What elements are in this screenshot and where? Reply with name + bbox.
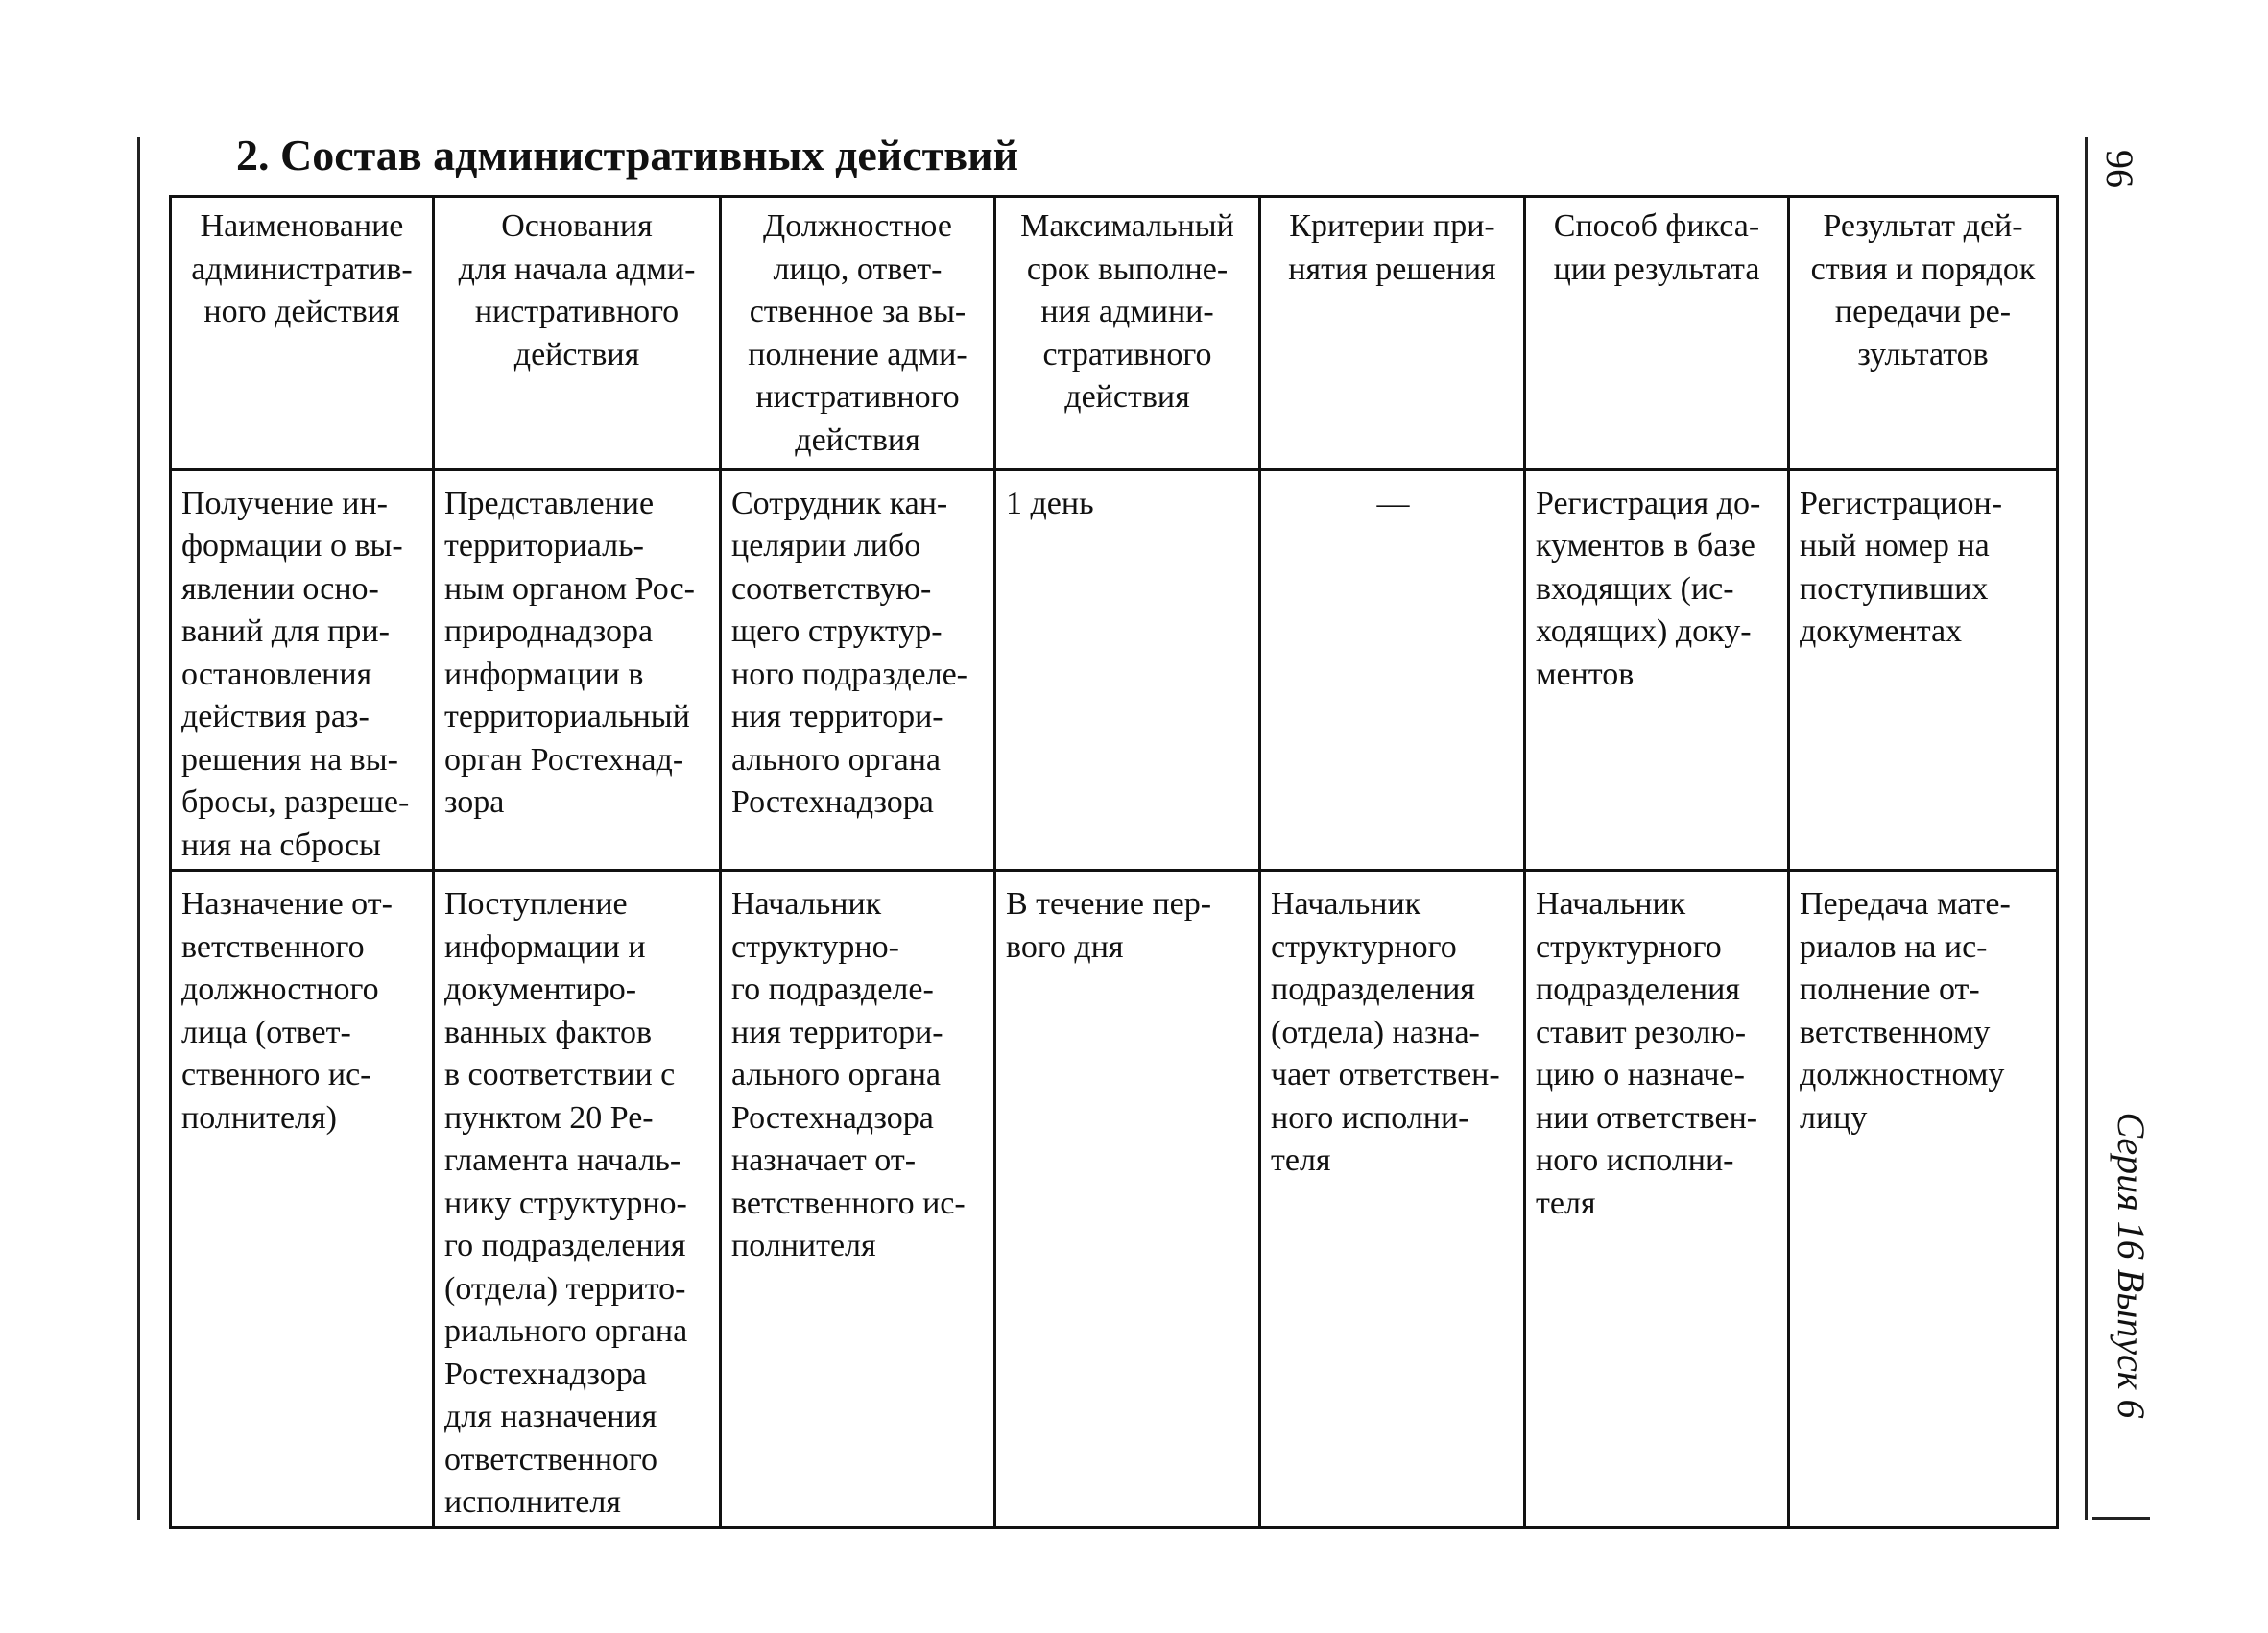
page-number: 96 xyxy=(2098,150,2141,188)
section-title: 2. Состав административных действий xyxy=(236,131,1019,180)
cell-recording-method: Регистрация до- кументов в базе входящих (ис- ходящих) доку- ментов xyxy=(1525,469,1789,871)
header-recording-method: Способ фикса- ции результата xyxy=(1525,197,1789,469)
header-max-duration: Максимальный срок выполне- ния админи- стративного действия xyxy=(995,197,1260,469)
cell-recording-method: Начальник структурного подразделения ставит резолю- цию о назначе- нии ответствен- ного исполни- теля xyxy=(1525,871,1789,1528)
cell-responsible-official: Сотрудник кан- целярии либо соответствую- щего структур- ного подразделе- ния территори- ального органа Ростехнадзора xyxy=(721,469,995,871)
table-row xyxy=(171,871,2058,1528)
series-underline xyxy=(2092,1517,2150,1520)
administrative-actions-table xyxy=(169,195,2059,1529)
cell-max-duration: В течение пер- вого дня xyxy=(995,871,1260,1528)
header-action-name: Наименование административ- ного действия xyxy=(171,197,434,469)
cell-result-transfer: Регистрацион- ный номер на поступивших документах xyxy=(1789,469,2058,871)
right-margin-rule xyxy=(2085,137,2088,1520)
cell-responsible-official: Начальник структурно- го подразделе- ния территори- ального органа Ростехнадзора назначает от- ветственного ис- полнителя xyxy=(721,871,995,1528)
cell-action-name: Получение ин- формации о вы- явлении осно- ваний для при- остановления действия раз- решения на вы- бросы, разреше- ния на сбросы xyxy=(171,469,434,871)
header-result-transfer: Результат дей- ствия и порядок передачи ре- зультатов xyxy=(1789,197,2058,469)
table-row xyxy=(171,469,2058,871)
cell-action-name: Назначение от- ветственного должностного лица (ответ- ственного ис- полнителя) xyxy=(171,871,434,1528)
header-responsible-official: Должностное лицо, ответ- ственное за вы- полнение адми- нистративного действия xyxy=(721,197,995,469)
cell-decision-criteria: Начальник структурного подразделения (отдела) назна- чает ответствен- ного исполни- теля xyxy=(1260,871,1525,1528)
cell-grounds: Представление территориаль- ным органом Рос- природнадзора информации в территориальный орган Ростехнад- зора xyxy=(434,469,721,871)
series-label: Серия 16 Выпуск 6 xyxy=(2110,1112,2153,1419)
header-grounds: Основания для начала адми- нистративного действия xyxy=(434,197,721,469)
cell-result-transfer: Передача мате- риалов на ис- полнение от- ветственному должностному лицу xyxy=(1789,871,2058,1528)
cell-decision-criteria: — xyxy=(1260,469,1525,871)
cell-max-duration: 1 день xyxy=(995,469,1260,871)
left-margin-rule xyxy=(137,137,140,1520)
table-header-row xyxy=(171,197,2058,469)
header-decision-criteria: Критерии при- нятия решения xyxy=(1260,197,1525,469)
cell-grounds: Поступление информации и документиро- ванных фактов в соответствии с пунктом 20 Ре- гламента началь- нику структурно- го подразделения (отдела) террито- риального органа Ростехнадзора для назначения ответственного исполнителя xyxy=(434,871,721,1528)
